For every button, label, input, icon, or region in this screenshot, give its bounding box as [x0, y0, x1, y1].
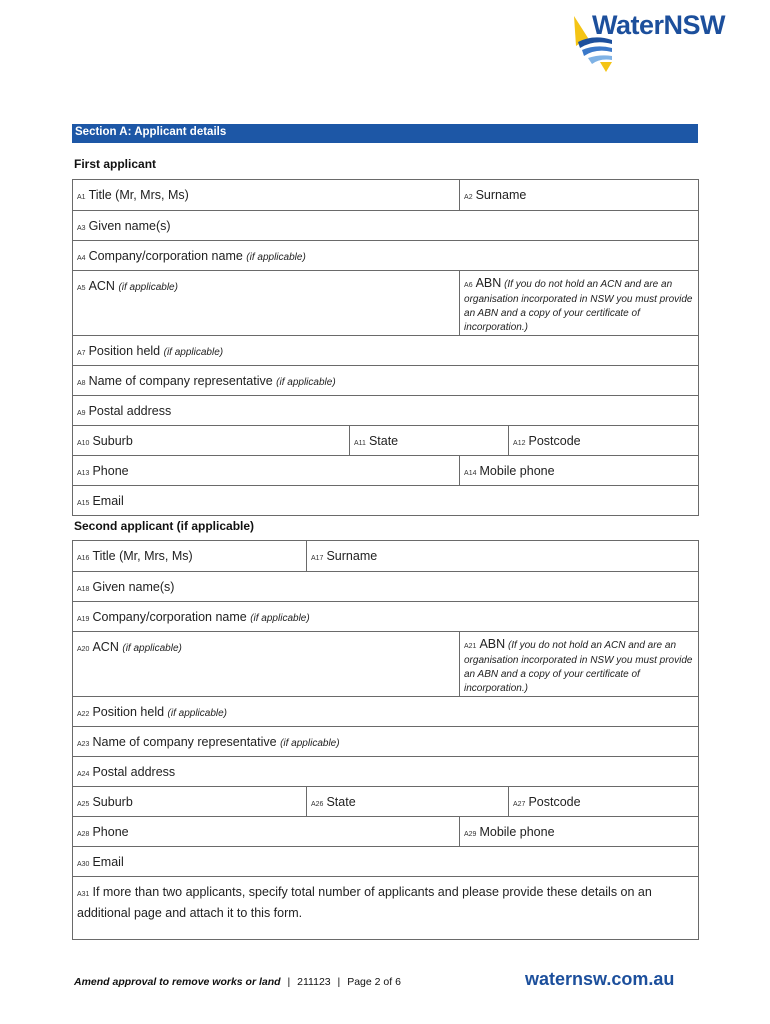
second-applicant-table — [72, 540, 699, 940]
footer-separator: | — [287, 976, 291, 988]
waternsw-logo — [572, 8, 754, 72]
footer-doc-title: Amend approval to remove works or land — [74, 976, 281, 988]
field-a22-position-held[interactable]: A22 Position held (if applicable) — [73, 697, 699, 727]
field-a12-postcode[interactable]: A12 Postcode — [509, 426, 699, 456]
field-a20-acn[interactable]: A20 ACN (if applicable) — [73, 632, 460, 697]
field-a25-suburb[interactable]: A25 Suburb — [73, 787, 307, 817]
field-a17-surname[interactable]: A17 Surname — [307, 541, 699, 572]
field-a8-company-representative[interactable]: A8 Name of company representative (if applicable) — [73, 366, 699, 396]
field-a14-mobile-phone[interactable]: A14 Mobile phone — [460, 456, 699, 486]
field-a31-additional-applicants[interactable]: A31 If more than two applicants, specify total number of applicants and please provide these details on an additional page and attach it to this form. — [73, 877, 699, 940]
footer-website-link[interactable]: waternsw.com.au — [525, 969, 675, 989]
logo-text: WaterNSW — [592, 10, 726, 40]
footer-separator: | — [337, 976, 341, 988]
field-a11-state[interactable]: A11 State — [350, 426, 509, 456]
field-a18-given-names[interactable]: A18 Given name(s) — [73, 572, 699, 602]
field-a2-surname[interactable]: A2 Surname — [460, 180, 699, 211]
footer-doc-info — [74, 976, 401, 988]
field-a9-postal-address[interactable]: A9 Postal address — [73, 396, 699, 426]
field-a26-state[interactable]: A26 State — [307, 787, 509, 817]
field-a16-title[interactable]: A16 Title (Mr, Mrs, Ms) — [73, 541, 307, 572]
first-applicant-heading: First applicant — [74, 157, 157, 171]
section-title-bar: Section A: Applicant details — [72, 124, 698, 143]
field-a29-mobile-phone[interactable]: A29 Mobile phone — [460, 817, 699, 847]
footer-doc-code: 211123 — [297, 976, 331, 988]
field-a23-company-representative[interactable]: A23 Name of company representative (if applicable) — [73, 727, 699, 757]
field-a21-abn[interactable]: A21 ABN (If you do not hold an ACN and are an organisation incorporated in NSW you must provide an ABN and a copy of your certificate of incorporation.) — [460, 632, 699, 697]
field-a4-company-name[interactable]: A4 Company/corporation name (if applicable) — [73, 241, 699, 271]
field-a24-postal-address[interactable]: A24 Postal address — [73, 757, 699, 787]
footer-page-number: Page 2 of 6 — [347, 976, 401, 988]
field-a19-company-name[interactable]: A19 Company/corporation name (if applicable) — [73, 602, 699, 632]
field-a15-email[interactable]: A15 Email — [73, 486, 699, 516]
field-a30-email[interactable]: A30 Email — [73, 847, 699, 877]
field-a28-phone[interactable]: A28 Phone — [73, 817, 460, 847]
field-a3-given-names[interactable]: A3 Given name(s) — [73, 211, 699, 241]
field-a10-suburb[interactable]: A10 Suburb — [73, 426, 350, 456]
second-applicant-heading: Second applicant (if applicable) — [74, 519, 255, 533]
field-a1-title[interactable]: A1 Title (Mr, Mrs, Ms) — [73, 180, 460, 211]
field-a13-phone[interactable]: A13 Phone — [73, 456, 460, 486]
field-a5-acn[interactable]: A5 ACN (if applicable) — [73, 271, 460, 336]
first-applicant-table — [72, 179, 699, 516]
field-a27-postcode[interactable]: A27 Postcode — [509, 787, 699, 817]
field-a7-position-held[interactable]: A7 Position held (if applicable) — [73, 336, 699, 366]
field-a6-abn[interactable]: A6 ABN (If you do not hold an ACN and are an organisation incorporated in NSW you must provide an ABN and a copy of your certificate of incorporation.) — [460, 271, 699, 336]
